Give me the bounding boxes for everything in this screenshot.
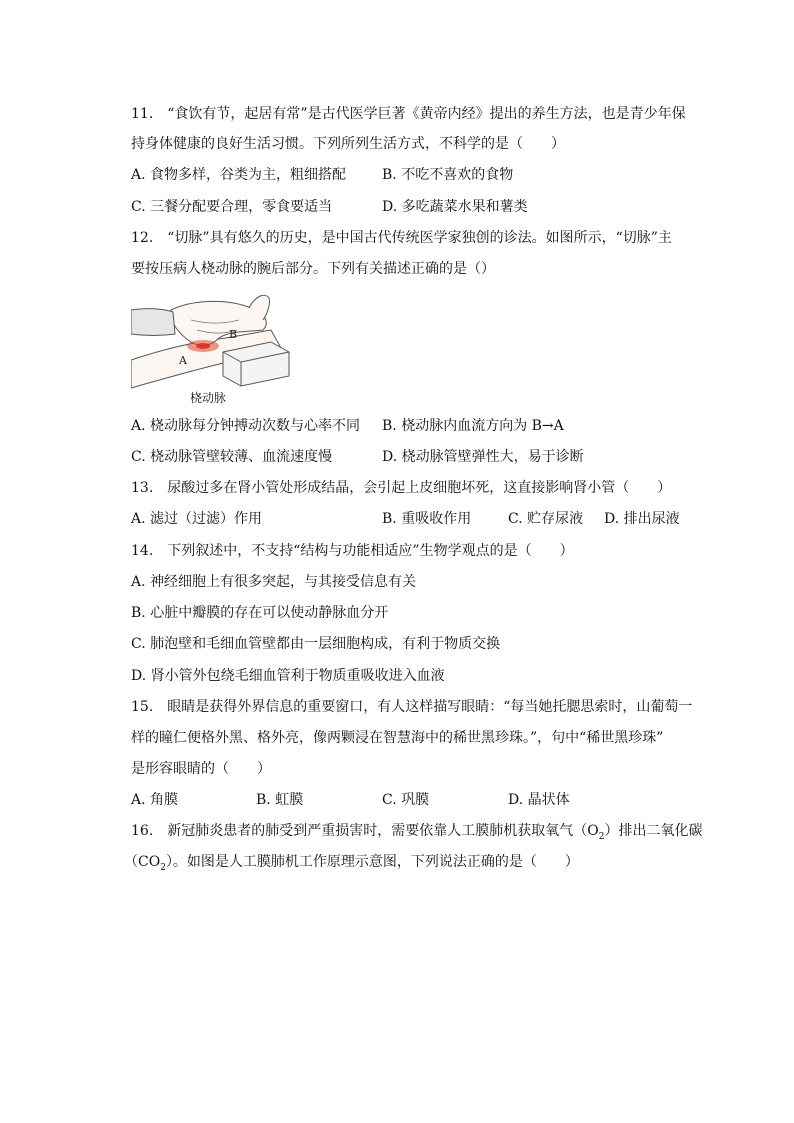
q15-stem-line-3: 是形容眼睛的（ ） xyxy=(131,761,271,777)
q11-option-b: B. 不吃不喜欢的食物 xyxy=(382,167,514,183)
figure-label-a: A xyxy=(179,354,187,367)
q13-option-d: D. 排出尿液 xyxy=(604,511,680,527)
q13-option-c: C. 贮存尿液 xyxy=(508,511,584,527)
q12-stem-line-1: 12. “切脉”具有悠久的历史，是中国古代传统医学家独创的诊法。如图所示，“切脉”主 xyxy=(131,230,672,246)
q12-option-c: C. 桡动脉管壁较薄、血流速度慢 xyxy=(131,449,333,465)
q13-option-a: A. 滤过（过滤）作用 xyxy=(131,511,263,527)
q12-stem-line-2: 要按压病人桡动脉的腕后部分。下列有关描述正确的是（） xyxy=(131,261,495,277)
q15-stem-line-2: 样的瞳仁便格外黑、格外亮，像两颗浸在智慧海中的稀世黑珍珠。”，句中“稀世黑珍珠” xyxy=(131,730,664,746)
q15-option-b: B. 虹膜 xyxy=(256,792,304,808)
q16-line2-text-a: （CO xyxy=(124,854,161,870)
q16-stem-line-2 xyxy=(124,852,579,878)
figure-caption: 桡动脉 xyxy=(190,391,227,405)
q15-stem-line-1: 15. 眼睛是获得外界信息的重要窗口，有人这样描写眼睛：“每当她托腮思索时，山葡萄一 xyxy=(131,699,693,715)
q14-option-d: D. 肾小管外包绕毛细血管利于物质重吸收进入血液 xyxy=(131,668,445,684)
q11-option-d: D. 多吃蔬菜水果和薯类 xyxy=(382,199,528,215)
q16-line1-text-a: 16. 新冠肺炎患者的肺受到严重损害时，需要依靠人工膜肺机获取氧气（O xyxy=(131,823,599,839)
q16-line1-text-b: ）排出二氧化碳 xyxy=(604,823,703,839)
q14-stem-line-1: 14. 下列叙述中，不支持“结构与功能相适应”生物学观点的是（ ） xyxy=(131,543,574,559)
q16-line1-subscript: 2 xyxy=(598,831,605,842)
q14-option-c: C. 肺泡壁和毛细血管壁都由一层细胞构成，有利于物质交换 xyxy=(131,636,501,652)
q11-stem-line-2: 持身体健康的良好生活习惯。下列所列生活方式，不科学的是（ ） xyxy=(131,136,565,152)
q12-option-b: B. 桡动脉内血流方向为 B→A xyxy=(382,418,564,434)
wrist-illustration xyxy=(131,290,291,390)
q16-line2-subscript: 2 xyxy=(160,862,166,873)
q15-option-c: C. 巩膜 xyxy=(382,792,430,808)
q16-line2-text-b: ）。如图是人工膜肺机工作原理示意图，下列说法正确的是（ ） xyxy=(165,854,579,870)
figure-label-b: B xyxy=(229,328,238,341)
q16-stem-line-1 xyxy=(131,821,702,847)
q11-option-c: C. 三餐分配要合理，零食要适当 xyxy=(131,199,333,215)
q13-stem-line-1: 13. 尿酸过多在肾小管处形成结晶，会引起上皮细胞坏死，这直接影响肾小管（ ） xyxy=(131,480,672,496)
q11-option-a: A. 食物多样，谷类为主，粗细搭配 xyxy=(131,167,347,183)
q12-option-a: A. 桡动脉每分钟搏动次数与心率不同 xyxy=(131,418,361,434)
q15-option-a: A. 角膜 xyxy=(131,792,179,808)
q12-option-d: D. 桡动脉管壁弹性大，易于诊断 xyxy=(382,449,584,465)
q13-option-b: B. 重吸收作用 xyxy=(382,511,472,527)
q14-option-a: A. 神经细胞上有很多突起，与其接受信息有关 xyxy=(131,574,417,590)
q14-option-b: B. 心脏中瓣膜的存在可以使动静脉血分开 xyxy=(131,605,389,621)
q15-option-d: D. 晶状体 xyxy=(508,792,570,808)
q11-stem-line-1: 11. “食饮有节，起居有常”是古代医学巨著《黄帝内经》提出的养生方法，也是青少年保 xyxy=(131,106,686,122)
